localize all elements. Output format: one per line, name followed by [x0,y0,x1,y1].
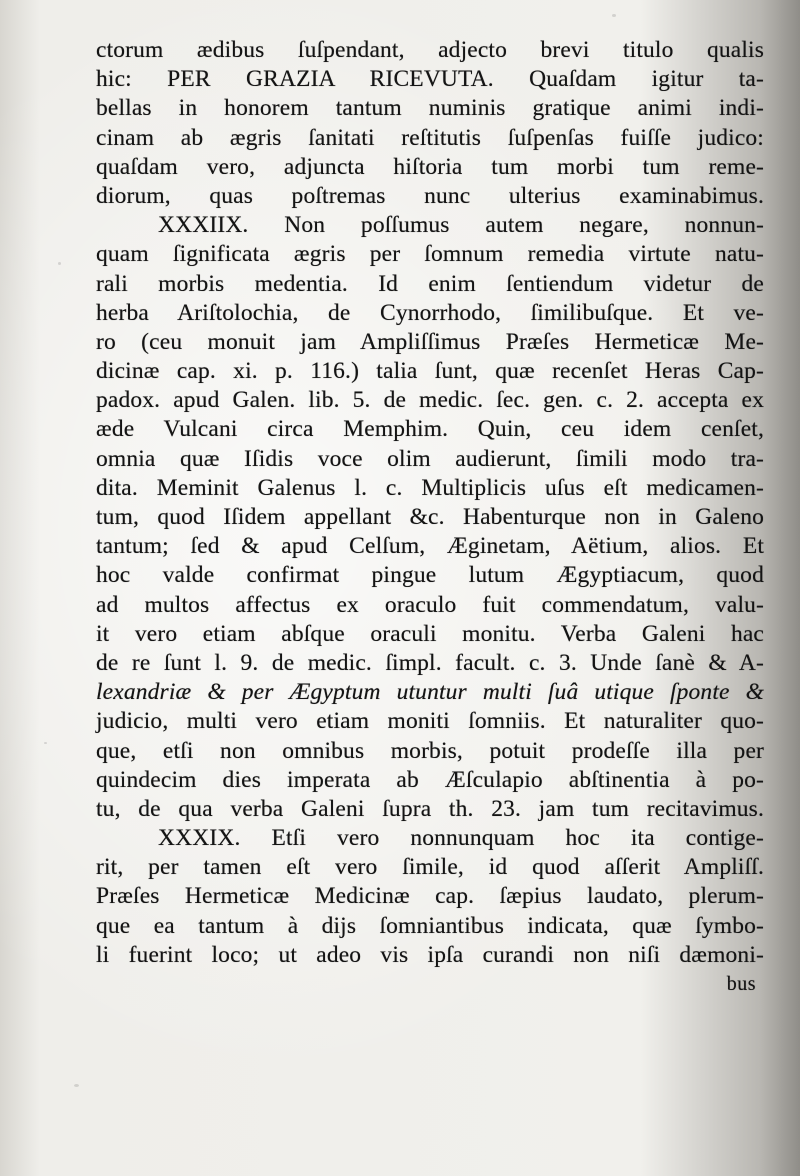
text-line: padox. apud Galen. lib. 5. de medic. ſec. gen. c. 2. accepta ex [96,387,764,414]
text-line: bellas in honorem tantum numinis gratique animi indi- [96,95,764,122]
scan-speck [58,262,61,265]
section-start-line: XXXIX. Etſi vero nonnunquam hoc ita contige- [158,825,764,852]
text-line: diorum, quas poſtremas nunc ulterius examinabimus. [96,182,764,209]
text-line: dita. Meminit Galenus l. c. Multiplicis uſus eſt medicamen- [96,474,764,501]
text-line: rali morbis medentia. Id enim ſentiendum videtur de [96,270,764,297]
text-line: it vero etiam abſque oraculi monitu. Verba Galeni hac [96,620,764,647]
text-line: æde Vulcani circa Memphim. Quin, ceu idem cenſet, [96,416,764,443]
text-line: ro (ceu monuit jam Ampliſſimus Præſes Hermeticæ Me- [96,328,764,355]
text-line: herba Ariſtolochia, de Cynorrhodo, ſimilibuſque. Et ve- [96,299,764,326]
scan-speck [44,742,47,744]
text-line: omnia quæ Iſidis voce olim audierunt, ſimili modo tra- [96,445,764,472]
text-line: ad multos affectus ex oraculo fuit commendatum, valu- [96,591,764,618]
text-line: quam ſignificata ægris per ſomnum remedia virtute natu- [96,241,764,268]
catchword: bus [726,973,756,995]
text-line: dicinæ cap. xi. p. 116.) talia ſunt, quæ recenſet Heras Cap- [96,358,764,385]
text-line: ctorum ædibus ſuſpendant, adjecto brevi titulo qualis [96,37,764,63]
text-line: tantum; ſed & apud Celſum, Æginetam, Aëtium, alios. Et [96,533,764,560]
scan-speck [612,14,616,17]
text-line: hoc valde confirmat pingue lutum Ægyptiacum, quod [96,562,764,589]
section-start-line: XXXIIX. Non poſſumus autem negare, nonnun- [158,212,764,239]
text-line: quindecim dies imperata ab Æſculapio abſtinentia à po- [96,766,764,793]
text-line: judicio, multi vero etiam moniti ſomniis. Et naturaliter quo- [96,708,764,735]
text-line: tu, de qua verba Galeni ſupra th. 23. jam tum recitavimus. [96,795,764,822]
text-line: lexandriæ & per Ægyptum utuntur multi ſuâ utique ſponte & [96,679,764,706]
text-line: Præſes Hermeticæ Medicinæ cap. ſæpius laudato, plerum- [96,883,764,910]
text-line: quaſdam vero, adjuncta hiſtoria tum morbi tum reme- [96,153,764,180]
text-line: li fuerint loco; ut adeo vis ipſa curandi non niſi dæmoni- [96,941,764,968]
text-line: de re ſunt l. 9. de medic. ſimpl. facult. c. 3. Unde ſanè & A- [96,649,764,676]
latin-text-body [96,36,764,999]
text-line: rit, per tamen eſt vero ſimile, id quod aſſerit Ampliſſ. [96,854,764,881]
scan-speck [74,1084,79,1087]
text-line: cinam ab ægris ſanitati reſtitutis ſuſpenſas fuiſſe judico: [96,124,764,151]
text-line: tum, quod Iſidem appellant &c. Habenturque non in Galeno [96,504,764,530]
text-line: hic: PER GRAZIA RICEVUTA. Quaſdam igitur ta- [96,66,764,93]
text-line: que, etſi non omnibus morbis, potuit prodeſſe illa per [96,737,764,764]
text-line: que ea tantum à dijs ſomniantibus indicata, quæ ſymbo- [96,912,764,939]
